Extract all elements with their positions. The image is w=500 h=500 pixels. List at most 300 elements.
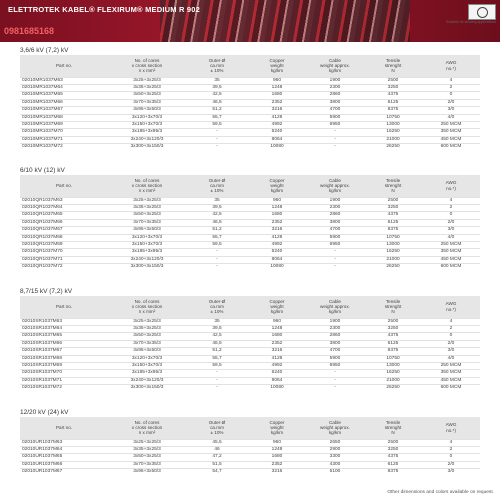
cell-copper: 1680 (248, 333, 306, 340)
column-header-line: n x mm² (138, 68, 156, 74)
cell-copper: 8064 (248, 256, 306, 263)
cell-awg: 4 (422, 197, 480, 204)
cell-outer: 59,5 (186, 121, 248, 128)
column-header-line: No. of cores (134, 177, 160, 183)
cell-copper: 960 (248, 197, 306, 204)
cell-tensile: 3250 (364, 325, 422, 332)
column-header-tensile (364, 55, 422, 77)
column-header-outer (186, 55, 248, 77)
cell-part: 02010UR1037M67 (20, 469, 108, 476)
cell-awg: 600 MCM (422, 144, 480, 151)
cell-copper: 1248 (248, 84, 306, 91)
cell-tensile: 26250 (364, 385, 422, 392)
cell-cable: - (306, 377, 364, 384)
column-header-tensile (364, 175, 422, 197)
cell-cable: - (306, 385, 364, 392)
column-header-line: weight (270, 425, 284, 431)
cell-tensile: 4375 (364, 454, 422, 461)
cell-cable: 3800 (306, 99, 364, 106)
cell-copper: 6240 (248, 249, 306, 256)
section-3 (20, 408, 480, 476)
cell-tensile: 6125 (364, 99, 422, 106)
cell-tensile: 10750 (364, 114, 422, 121)
cell-copper: 3216 (248, 469, 306, 476)
column-header-line: AWG (445, 180, 457, 186)
cell-cores: 3x95+3x50/3 (108, 107, 186, 114)
cell-cable: 5100 (306, 469, 364, 476)
cell-part: 02010SR1037M67 (20, 348, 108, 355)
cell-outer: 42,5 (186, 212, 248, 219)
cell-part: 02010SR1037M70 (20, 370, 108, 377)
section-2 (20, 287, 480, 392)
cell-part: 02010UR1037M64 (20, 446, 108, 453)
cell-awg: 4/0 (422, 355, 480, 362)
column-header-awg (422, 417, 480, 439)
cell-cores: 3x95+3x50/3 (108, 469, 186, 476)
cell-awg: 0 (422, 454, 480, 461)
cell-awg: 350 MCM (422, 370, 480, 377)
column-header-line: No. of cores (134, 419, 160, 425)
column-header-outer (186, 175, 248, 197)
cell-awg: 0 (422, 333, 480, 340)
column-header-part: Part no. (20, 55, 108, 77)
cell-cores: 3x300+3x150/3 (108, 385, 186, 392)
column-header-line: Copper (269, 177, 285, 183)
column-header-line: strenght (384, 304, 402, 310)
column-header-cores (108, 417, 186, 439)
column-header-line: Cable (328, 57, 341, 63)
cell-cores: 3x50+3x25/3 (108, 333, 186, 340)
column-header-tensile (364, 296, 422, 318)
cell-cable: - (306, 249, 364, 256)
cell-part: 02010SR1037M64 (20, 325, 108, 332)
cell-cable: 2300 (306, 84, 364, 91)
cell-tensile: 2500 (364, 318, 422, 325)
cell-part: 02010QR1037M72 (20, 264, 108, 271)
table-row (20, 340, 480, 347)
cell-outer: 47,2 (186, 454, 248, 461)
column-header-awg (422, 296, 480, 318)
cell-copper: 960 (248, 439, 306, 446)
cell-part: 02010MR1037M67 (20, 107, 108, 114)
cell-cores: 3x70+3x35/3 (108, 340, 186, 347)
cell-part: 02010QR1037M68 (20, 234, 108, 241)
column-header-line: ca.mm (210, 63, 224, 69)
cell-outer: - (186, 249, 248, 256)
cell-awg: 250 MCM (422, 362, 480, 369)
column-header-line: ± 10% (210, 309, 224, 315)
cell-tensile: 26250 (364, 264, 422, 271)
table-row (20, 114, 480, 121)
column-header-line: Tensile (385, 419, 401, 425)
column-header-line: kg/km (270, 430, 284, 436)
column-header-line: kg/km (328, 188, 342, 194)
column-header-line: weight approx. (320, 304, 350, 310)
column-header-line: no.*) (446, 185, 456, 191)
cell-copper: 3216 (248, 107, 306, 114)
cell-awg: 2/0 (422, 99, 480, 106)
cell-tensile: 13000 (364, 241, 422, 248)
cell-cable: 5900 (306, 234, 364, 241)
cell-cable: 1900 (306, 77, 364, 84)
cell-part: 02010QR1037M65 (20, 212, 108, 219)
column-header-line: Outer-Ø (208, 177, 226, 183)
cell-cores: 3x185+3x95/3 (108, 129, 186, 136)
cell-outer: 59,5 (186, 362, 248, 369)
cell-part: 02010MR1037M64 (20, 84, 108, 91)
column-header-line: Outer-Ø (208, 57, 226, 63)
table-row (20, 348, 480, 355)
column-header-line: Outer-Ø (208, 419, 226, 425)
reel-icon (477, 7, 488, 18)
cell-outer: - (186, 264, 248, 271)
cell-copper: 1248 (248, 446, 306, 453)
cell-cable: 2860 (306, 333, 364, 340)
cell-copper: 4992 (248, 121, 306, 128)
cell-awg: 4 (422, 318, 480, 325)
cell-copper: 2352 (248, 219, 306, 226)
cell-outer: 51,2 (186, 227, 248, 234)
cell-part: 02010QR1037M63 (20, 197, 108, 204)
cell-cable: 4300 (306, 461, 364, 468)
cell-part: 02010SR1037M71 (20, 377, 108, 384)
table-row (20, 144, 480, 151)
cell-outer: 35 (186, 197, 248, 204)
cell-awg: 250 MCM (422, 241, 480, 248)
cell-awg: 450 MCM (422, 377, 480, 384)
cell-copper: 1680 (248, 212, 306, 219)
cell-cable: 2860 (306, 212, 364, 219)
column-header-line: kg/km (270, 309, 284, 315)
column-header-awg (422, 175, 480, 197)
cell-tensile: 4375 (364, 92, 422, 99)
section-title: 12/20 kV (24) kV (20, 409, 69, 416)
cell-copper: 3216 (248, 348, 306, 355)
cell-tensile: 16250 (364, 129, 422, 136)
column-header-line: strenght (384, 425, 402, 431)
cell-awg: 2 (422, 204, 480, 211)
cell-cable: 6950 (306, 362, 364, 369)
cell-cable: 4700 (306, 227, 364, 234)
table-row (20, 446, 480, 453)
cell-awg: 600 MCM (422, 264, 480, 271)
footnote: Other dimensions and colors available on request. (387, 490, 494, 495)
column-header-line: strenght (384, 63, 402, 69)
cell-cores: 3x35+3x25/3 (108, 446, 186, 453)
column-header-awg (422, 55, 480, 77)
table-row (20, 84, 480, 91)
cell-copper: 2352 (248, 461, 306, 468)
cell-awg: 3/0 (422, 348, 480, 355)
cell-cores: 3x240+3x120/3 (108, 256, 186, 263)
table-row (20, 333, 480, 340)
cell-tensile: 8375 (364, 227, 422, 234)
cell-outer: 55,7 (186, 355, 248, 362)
cell-cable: - (306, 136, 364, 143)
table-row (20, 136, 480, 143)
column-header-line: AWG (445, 60, 457, 66)
cell-cable: - (306, 256, 364, 263)
cell-copper: 6240 (248, 370, 306, 377)
cell-cores: 3x50+3x25/3 (108, 454, 186, 461)
cell-cable: - (306, 370, 364, 377)
table-row (20, 461, 480, 468)
cell-copper: 8064 (248, 377, 306, 384)
cell-awg: 2 (422, 84, 480, 91)
cell-part: 02010SR1037M66 (20, 340, 108, 347)
column-header-cores (108, 296, 186, 318)
page-title: ELETTROTEK KABEL® FLEXIRUM® MEDIUM R 902 (8, 5, 200, 14)
section-title: 6/10 kV (12) kV (20, 167, 65, 174)
cell-cores: 3x120+3x70/3 (108, 114, 186, 121)
cell-cores: 3x70+3x35/3 (108, 99, 186, 106)
cell-tensile: 26250 (364, 144, 422, 151)
cell-tensile: 6125 (364, 219, 422, 226)
cell-copper: 960 (248, 318, 306, 325)
table-row (20, 92, 480, 99)
column-header-line: no.*) (446, 427, 456, 433)
cell-awg: 3/0 (422, 107, 480, 114)
cell-cable: 3800 (306, 340, 364, 347)
cell-tensile: 8375 (364, 348, 422, 355)
cell-cores: 3x70+3x35/3 (108, 219, 186, 226)
table-row (20, 219, 480, 226)
column-header-line: ± 10% (210, 68, 224, 74)
cell-part: 02010MR1037M66 (20, 99, 108, 106)
cell-copper: 10080 (248, 385, 306, 392)
cell-outer: 54,7 (186, 469, 248, 476)
column-header-line: kg/km (328, 430, 342, 436)
cell-awg: 350 MCM (422, 129, 480, 136)
cell-tensile: 2500 (364, 77, 422, 84)
cell-copper: 4992 (248, 241, 306, 248)
table-row (20, 325, 480, 332)
cell-part: 02010QR1037M66 (20, 219, 108, 226)
cell-cable: 1900 (306, 318, 364, 325)
column-header-line: ca.mm (210, 304, 224, 310)
cell-cores: 3x35+3x25/3 (108, 325, 186, 332)
cell-tensile: 2500 (364, 197, 422, 204)
column-header-line: no.*) (446, 306, 456, 312)
spec-table (20, 55, 480, 151)
cell-part: 02010SR1037M63 (20, 318, 108, 325)
cell-cores: 3x25+3x25/3 (108, 318, 186, 325)
cell-awg: 350 MCM (422, 249, 480, 256)
cell-tensile: 6125 (364, 340, 422, 347)
cell-cores: 3x240+3x120/3 (108, 136, 186, 143)
cell-part: 02010MR1037M63 (20, 77, 108, 84)
column-header-copper (248, 55, 306, 77)
cell-outer: 42,5 (186, 92, 248, 99)
column-header-line: Cable (328, 298, 341, 304)
table-row (20, 454, 480, 461)
table-row (20, 121, 480, 128)
cell-part: 02010MR1037M70 (20, 129, 108, 136)
column-header-line: Copper (269, 57, 285, 63)
column-header-cable (306, 55, 364, 77)
cell-part: 02010UR1037M63 (20, 439, 108, 446)
cell-awg: 4/0 (422, 234, 480, 241)
cell-awg: 2 (422, 446, 480, 453)
cell-cable: 6950 (306, 121, 364, 128)
cell-cores: 3x35+3x25/3 (108, 204, 186, 211)
column-header-line: Cable (328, 419, 341, 425)
table-row (20, 355, 480, 362)
cell-cable: 2300 (306, 325, 364, 332)
column-header-part: Part no. (20, 175, 108, 197)
cell-part: 02010QR1037M70 (20, 249, 108, 256)
cell-cores: 3x300+3x150/3 (108, 264, 186, 271)
cell-cores: 3x120+3x70/3 (108, 355, 186, 362)
table-row (20, 256, 480, 263)
table-row (20, 227, 480, 234)
table-row (20, 241, 480, 248)
cell-part: 02010QR1037M64 (20, 204, 108, 211)
table-row (20, 249, 480, 256)
cell-cores: 3x150+3x70/3 (108, 241, 186, 248)
column-header-copper (248, 296, 306, 318)
cell-cable: 2650 (306, 439, 364, 446)
cell-tensile: 21000 (364, 136, 422, 143)
cell-cable: - (306, 264, 364, 271)
cell-copper: 4128 (248, 355, 306, 362)
cell-cores: 3x50+3x25/3 (108, 92, 186, 99)
cell-cable: 1900 (306, 197, 364, 204)
cell-part: 02010SR1037M72 (20, 385, 108, 392)
column-header-line: weight (270, 63, 284, 69)
table-row (20, 385, 480, 392)
column-header-line: kg/km (270, 68, 284, 74)
cell-tensile: 3250 (364, 446, 422, 453)
column-header-line: AWG (445, 422, 457, 428)
column-header-line: N (391, 309, 395, 315)
column-header-line: N (391, 430, 395, 436)
cell-copper: 1248 (248, 325, 306, 332)
cell-tensile: 6125 (364, 461, 422, 468)
spec-table (20, 175, 480, 271)
table-row (20, 377, 480, 384)
column-header-part: Part no. (20, 417, 108, 439)
cell-cores: 3x150+3x70/3 (108, 121, 186, 128)
column-header-cores (108, 55, 186, 77)
cell-outer: 51,2 (186, 107, 248, 114)
table-row (20, 362, 480, 369)
cell-copper: 10080 (248, 144, 306, 151)
column-header-line: Cable (328, 177, 341, 183)
column-header-line: ± 10% (210, 188, 224, 194)
cell-awg: 4 (422, 77, 480, 84)
cell-copper: 1680 (248, 92, 306, 99)
cell-cores: 3x50+3x25/3 (108, 212, 186, 219)
cell-outer: - (186, 377, 248, 384)
cell-awg: 4/0 (422, 114, 480, 121)
cell-cores: 3x185+3x95/3 (108, 249, 186, 256)
cell-part: 02010QR1037M69 (20, 241, 108, 248)
cell-cable: - (306, 129, 364, 136)
cell-cable: - (306, 144, 364, 151)
cell-outer: 39,5 (186, 204, 248, 211)
table-row (20, 318, 480, 325)
column-header-copper (248, 417, 306, 439)
cell-copper: 4992 (248, 362, 306, 369)
cell-cores: 3x25+3x25/3 (108, 197, 186, 204)
column-header-line: n x mm² (138, 188, 156, 194)
section-0 (20, 46, 480, 151)
column-header-line: kg/km (270, 188, 284, 194)
cell-awg: 250 MCM (422, 121, 480, 128)
column-header-line: weight approx. (320, 425, 350, 431)
cell-tensile: 8375 (364, 107, 422, 114)
cell-outer: 46,5 (186, 99, 248, 106)
column-header-line: ca.mm (210, 425, 224, 431)
cell-cores: 3x185+3x95/3 (108, 370, 186, 377)
column-header-line: n x mm² (138, 309, 156, 315)
cell-copper: 3216 (248, 227, 306, 234)
column-header-cable (306, 417, 364, 439)
column-header-line: Outer-Ø (208, 298, 226, 304)
column-header-cable (306, 296, 364, 318)
cell-cores: 3x25+3x25/3 (108, 439, 186, 446)
column-header-cores (108, 175, 186, 197)
cell-cores: 3x95+3x50/3 (108, 348, 186, 355)
cell-tensile: 16250 (364, 370, 422, 377)
table-row (20, 77, 480, 84)
column-header-line: kg/km (328, 309, 342, 315)
cell-copper: 1248 (248, 204, 306, 211)
cell-awg: 2/0 (422, 219, 480, 226)
section-title: 3,6/6 kV (7,2) kV (20, 47, 69, 54)
column-header-line: Tensile (385, 57, 401, 63)
cell-copper: 4128 (248, 234, 306, 241)
cell-awg: 450 MCM (422, 256, 480, 263)
cell-cores: 3x300+3x150/3 (108, 144, 186, 151)
cell-copper: 6240 (248, 129, 306, 136)
spec-table (20, 417, 480, 476)
cell-outer: 39,5 (186, 325, 248, 332)
cell-tensile: 16250 (364, 249, 422, 256)
cell-awg: 0 (422, 212, 480, 219)
column-header-cable (306, 175, 364, 197)
cell-awg: 0 (422, 92, 480, 99)
cell-awg: 600 MCM (422, 385, 480, 392)
cell-outer: 42,5 (186, 333, 248, 340)
cell-tensile: 10750 (364, 355, 422, 362)
cell-outer: 55,7 (186, 114, 248, 121)
cell-outer: 35 (186, 77, 248, 84)
table-row (20, 99, 480, 106)
column-header-outer (186, 296, 248, 318)
cell-cable: 4700 (306, 107, 364, 114)
cell-cable: 2300 (306, 204, 364, 211)
table-row (20, 197, 480, 204)
cell-outer: 46,5 (186, 340, 248, 347)
cell-copper: 2352 (248, 340, 306, 347)
column-header-line: no.*) (446, 65, 456, 71)
cell-cable: 3300 (306, 454, 364, 461)
column-header-line: ± 10% (210, 430, 224, 436)
cell-awg: 2 (422, 325, 480, 332)
cell-part: 02010QR1037M71 (20, 256, 108, 263)
table-row (20, 212, 480, 219)
cell-copper: 4128 (248, 114, 306, 121)
table-row (20, 264, 480, 271)
section-title: 8,7/15 kV (7,2) kV (20, 288, 73, 295)
cell-outer: 46,5 (186, 219, 248, 226)
cell-tensile: 8375 (364, 469, 422, 476)
cell-part: 02010SR1037M65 (20, 333, 108, 340)
cell-awg: 450 MCM (422, 136, 480, 143)
column-header-line: n x mm² (138, 430, 156, 436)
